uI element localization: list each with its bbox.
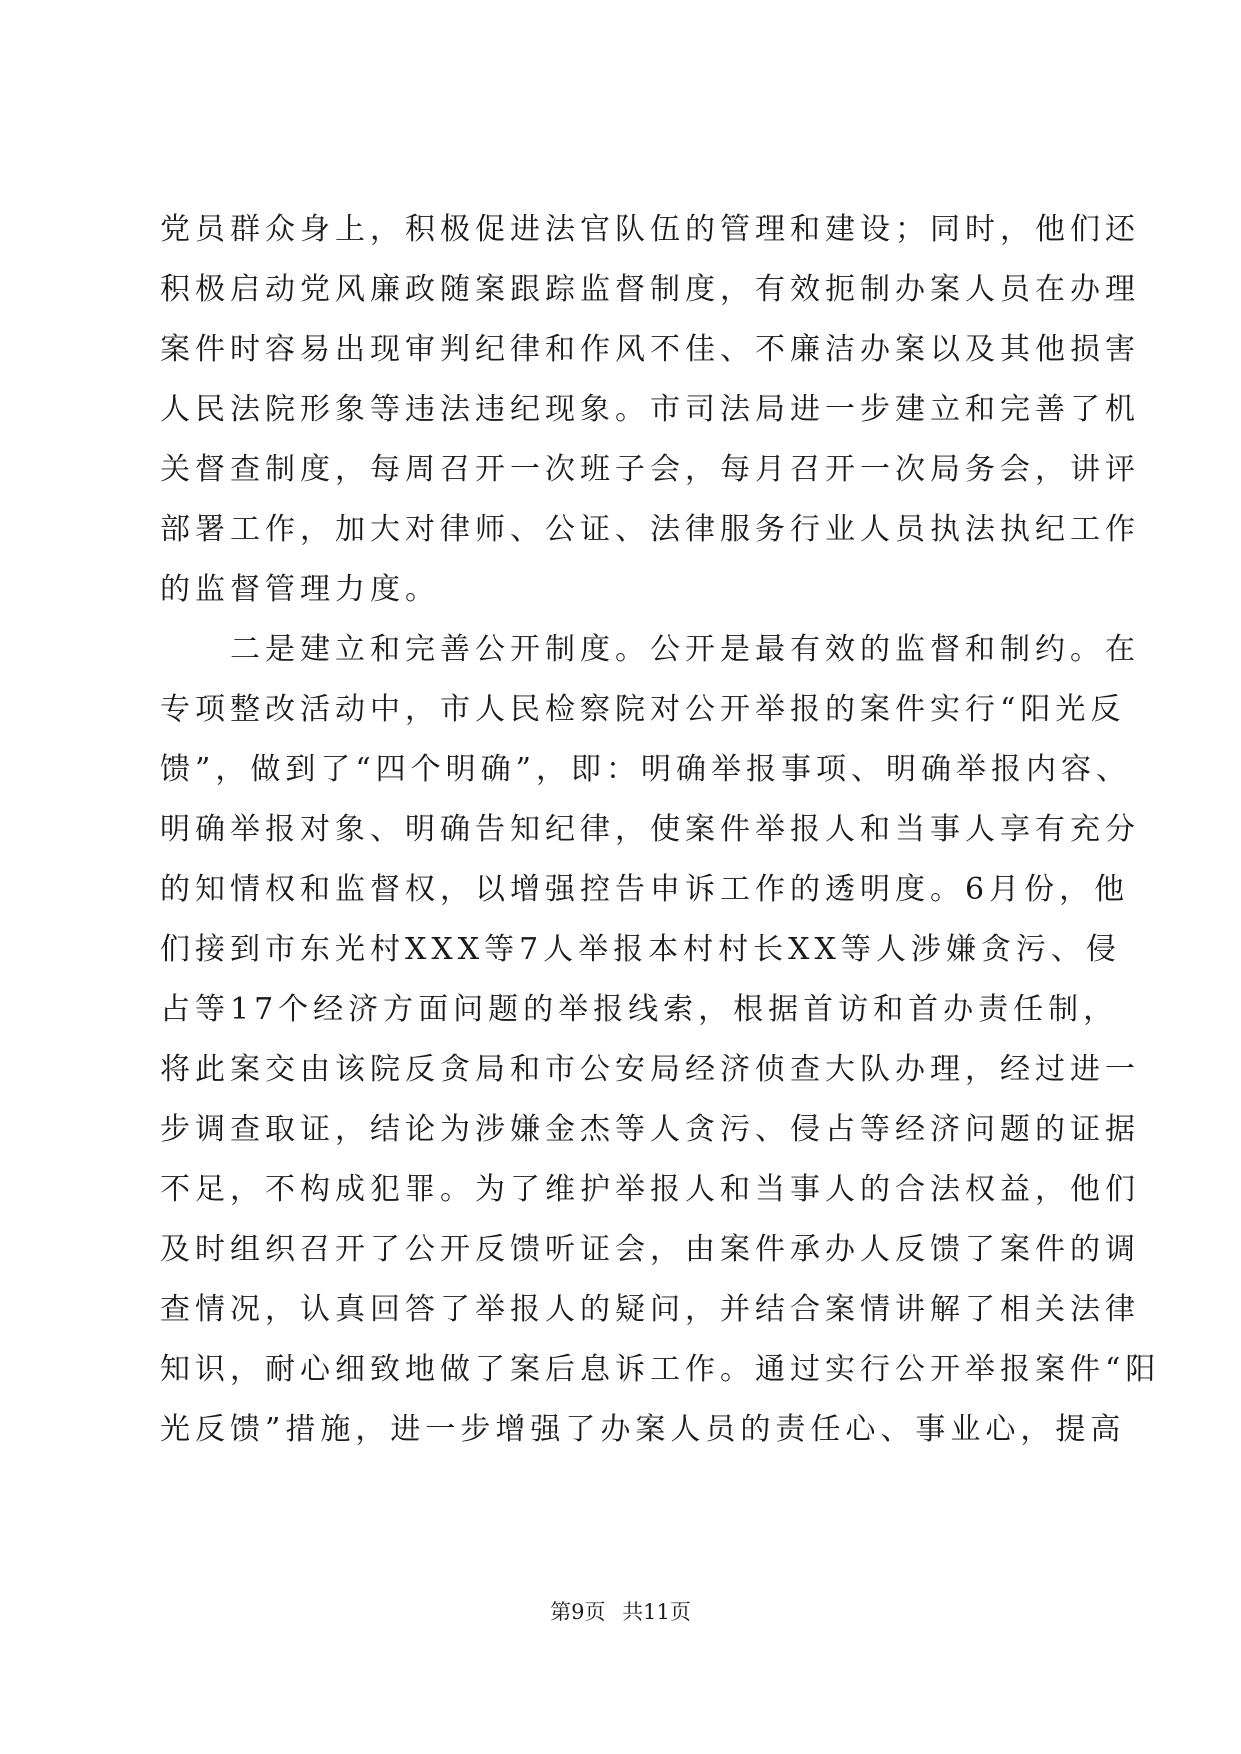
text-line: 二是建立和完善公开制度。公开是最有效的监督和制约。在 [160,632,1140,667]
body-text [160,200,1161,1460]
text-line: 党员群众身上，积极促进法官队伍的管理和建设；同时，他们还 [160,212,1140,247]
text-line: 光反馈”措施，进一步增强了办案人员的责任心、事业心，提高 [160,1412,1126,1447]
text-line: 的监督管理力度。 [160,572,440,607]
text-line: 步调查取证，结论为涉嫌金杰等人贪污、侵占等经济问题的证据 [160,1112,1140,1147]
text-line: 不足，不构成犯罪。为了维护举报人和当事人的合法权益，他们 [160,1172,1140,1207]
text-line: 知识，耐心细致地做了案后息诉工作。通过实行公开举报案件“阳 [160,1352,1161,1387]
text-line: 关督查制度，每周召开一次班子会，每月召开一次局务会，讲评 [160,452,1140,487]
text-line: 的知情权和监督权，以增强控告申诉工作的透明度。6月份，他 [160,872,1130,907]
text-line: 明确举报对象、明确告知纪律，使案件举报人和当事人享有充分 [160,812,1140,847]
text-line: 专项整改活动中，市人民检察院对公开举报的案件实行“阳光反 [160,692,1126,727]
text-line: 部署工作，加大对律师、公证、法律服务行业人员执法执纪工作 [160,512,1140,547]
page-total: 共11页 [622,1600,691,1624]
text-line: 馈”，做到了“四个明确”，即：明确举报事项、明确举报内容、 [160,752,1132,787]
text-line: 案件时容易出现审判纪律和作风不佳、不廉洁办案以及其他损害 [160,332,1140,367]
text-line: 将此案交由该院反贪局和市公安局经济侦查大队办理，经过进一 [160,1052,1140,1087]
page-number: 第9页 [550,1600,606,1624]
text-line: 们接到市东光村XXX等7人举报本村村长XX等人涉嫌贪污、侵 [160,932,1121,967]
page-footer [0,1598,1241,1626]
text-line: 查情况，认真回答了举报人的疑问，并结合案情讲解了相关法律 [160,1292,1140,1327]
text-line: 人民法院形象等违法违纪现象。市司法局进一步建立和完善了机 [160,392,1140,427]
text-line: 占等17个经济方面问题的举报线索，根据首访和首办责任制， [160,992,1119,1027]
text-line: 积极启动党风廉政随案跟踪监督制度，有效扼制办案人员在办理 [160,272,1140,307]
text-line: 及时组织召开了公开反馈听证会，由案件承办人反馈了案件的调 [160,1232,1140,1267]
